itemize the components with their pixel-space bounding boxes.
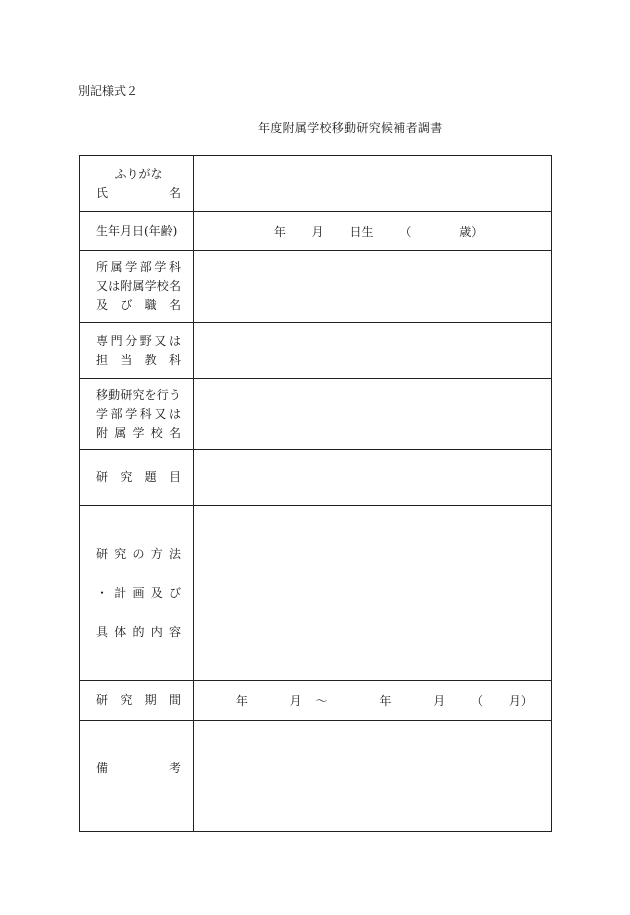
label-char: 校 xyxy=(150,425,163,440)
affiliation-line-1 xyxy=(96,258,181,277)
remarks-label-text xyxy=(96,759,181,778)
label-char: 職 xyxy=(144,298,157,312)
affiliation-row xyxy=(80,251,552,323)
label-char: 究 xyxy=(120,693,133,707)
label-char: 属 xyxy=(110,260,123,274)
label-char: び xyxy=(168,585,181,600)
label-char: 分 xyxy=(125,333,138,348)
label-char: 方 xyxy=(150,546,163,561)
remarks-field[interactable] xyxy=(194,721,552,832)
label-char: 動 xyxy=(108,387,121,402)
name-field[interactable] xyxy=(194,156,552,212)
label-char: 究 xyxy=(120,470,133,484)
name-label xyxy=(80,156,194,212)
period-tilde: ～ xyxy=(315,694,328,708)
label-char: 究 xyxy=(114,546,127,561)
method-label xyxy=(80,506,194,681)
remarks-row xyxy=(80,721,552,832)
label-char: 校 xyxy=(156,279,169,293)
target-label xyxy=(80,379,194,450)
label-char: は xyxy=(168,406,181,421)
affiliation-label xyxy=(80,251,194,323)
target-field[interactable] xyxy=(194,379,552,450)
furigana-label: ふりがな xyxy=(114,166,163,181)
label-char: 題 xyxy=(144,470,157,484)
period-label-text xyxy=(96,691,181,710)
label-char: 附 xyxy=(96,425,109,440)
label-char: 専 xyxy=(96,333,109,348)
age-close: 歳） xyxy=(459,224,484,239)
method-line-3 xyxy=(96,613,181,652)
label-char: 的 xyxy=(132,624,145,639)
label-char: 計 xyxy=(114,585,127,600)
label-char: 内 xyxy=(150,624,163,639)
period-label xyxy=(80,681,194,721)
label-char: 又 xyxy=(154,333,167,348)
label-char: 間 xyxy=(168,693,181,707)
birth-row xyxy=(80,212,552,251)
label-char: 法 xyxy=(168,546,181,561)
period-months-close: 月） xyxy=(508,694,533,708)
label-char: 又 xyxy=(154,406,167,421)
method-row xyxy=(80,506,552,681)
affiliation-line-2 xyxy=(96,277,181,296)
birth-month-unit: 月 xyxy=(311,224,324,239)
label-char: 及 xyxy=(150,585,163,600)
label-char: 画 xyxy=(132,585,145,600)
label-char: 門 xyxy=(110,333,123,348)
label-char: う xyxy=(168,387,181,402)
label-char: 目 xyxy=(168,470,181,484)
label-char: 野 xyxy=(139,333,152,348)
label-char: 行 xyxy=(156,387,169,402)
label-char: 体 xyxy=(114,624,127,639)
label-char: の xyxy=(132,546,145,561)
label-char: 名 xyxy=(168,298,181,312)
period-start-year-unit: 年 xyxy=(235,694,248,708)
birth-label-text: 生年月日(年齢) xyxy=(96,223,178,238)
affiliation-field[interactable] xyxy=(194,251,552,323)
label-char: 研 xyxy=(96,546,109,561)
birth-field[interactable] xyxy=(194,212,552,251)
label-char: 具 xyxy=(96,624,109,639)
label-char: 移 xyxy=(96,387,109,402)
label-char: 科 xyxy=(139,406,152,421)
specialty-line-2 xyxy=(96,351,181,370)
label-char: 名 xyxy=(168,425,181,440)
period-row xyxy=(80,681,552,721)
label-char: 部 xyxy=(139,260,152,274)
label-char: 学 xyxy=(96,406,109,421)
specialty-row xyxy=(80,323,552,379)
target-row xyxy=(80,379,552,450)
form-table xyxy=(79,155,552,832)
label-char: は xyxy=(168,333,181,348)
topic-label-text xyxy=(96,468,181,487)
label-char: 研 xyxy=(96,470,109,484)
label-char: 学 xyxy=(132,425,145,440)
birth-day-unit: 日生 xyxy=(349,224,374,239)
label-char: 属 xyxy=(114,425,127,440)
label-char: 研 xyxy=(96,693,109,707)
target-line-3 xyxy=(96,424,181,443)
label-char: 名 xyxy=(168,185,181,200)
label-char: 附 xyxy=(120,279,133,293)
method-line-2 xyxy=(96,574,181,613)
label-char: 期 xyxy=(144,693,157,707)
birth-label xyxy=(80,212,194,251)
label-char: 備 xyxy=(96,761,109,775)
label-char: 及 xyxy=(96,298,109,312)
label-char: 学 xyxy=(144,279,157,293)
name-caption xyxy=(96,184,181,203)
method-field[interactable] xyxy=(194,506,552,681)
label-char: 学 xyxy=(125,260,138,274)
label-char: 学 xyxy=(154,260,167,274)
label-char: 容 xyxy=(168,624,181,639)
label-char: は xyxy=(108,279,121,293)
topic-field[interactable] xyxy=(194,450,552,506)
name-row xyxy=(80,156,552,212)
document-title: 年度附属学校移動研究候補者調書 xyxy=(258,121,443,135)
label-char: 教 xyxy=(144,352,157,367)
topic-label xyxy=(80,450,194,506)
period-end-year-unit: 年 xyxy=(379,694,392,708)
label-char: 究 xyxy=(132,387,145,402)
label-char: 学 xyxy=(125,406,138,421)
label-char: 又 xyxy=(96,279,109,293)
remarks-label xyxy=(80,721,194,832)
period-end-month-unit: 月 xyxy=(433,694,446,708)
target-line-2 xyxy=(96,405,181,424)
label-char: ・ xyxy=(96,585,109,600)
specialty-field[interactable] xyxy=(194,323,552,379)
label-char: 研 xyxy=(120,387,133,402)
label-char: 所 xyxy=(96,260,109,274)
specialty-line-1 xyxy=(96,332,181,351)
label-char: 氏 xyxy=(96,185,109,200)
label-char: び xyxy=(120,298,133,312)
label-char: を xyxy=(144,387,157,402)
label-char: 当 xyxy=(120,352,133,367)
age-open: （ xyxy=(399,224,412,239)
label-char: 考 xyxy=(168,761,181,775)
label-char: 部 xyxy=(110,406,123,421)
topic-row xyxy=(80,450,552,506)
period-months-open: （ xyxy=(471,694,484,708)
label-char: 属 xyxy=(132,279,145,293)
target-line-1 xyxy=(96,386,181,405)
affiliation-line-3 xyxy=(96,296,181,315)
label-char: 科 xyxy=(168,260,181,274)
period-field[interactable] xyxy=(194,681,552,721)
method-line-1 xyxy=(96,535,181,574)
label-char: 担 xyxy=(96,352,109,367)
label-char: 科 xyxy=(168,352,181,367)
specialty-label xyxy=(80,323,194,379)
form-id: 別記様式２ xyxy=(78,84,139,98)
label-char: 名 xyxy=(168,279,181,293)
birth-year-unit: 年 xyxy=(273,224,286,239)
period-start-month-unit: 月 xyxy=(289,694,302,708)
